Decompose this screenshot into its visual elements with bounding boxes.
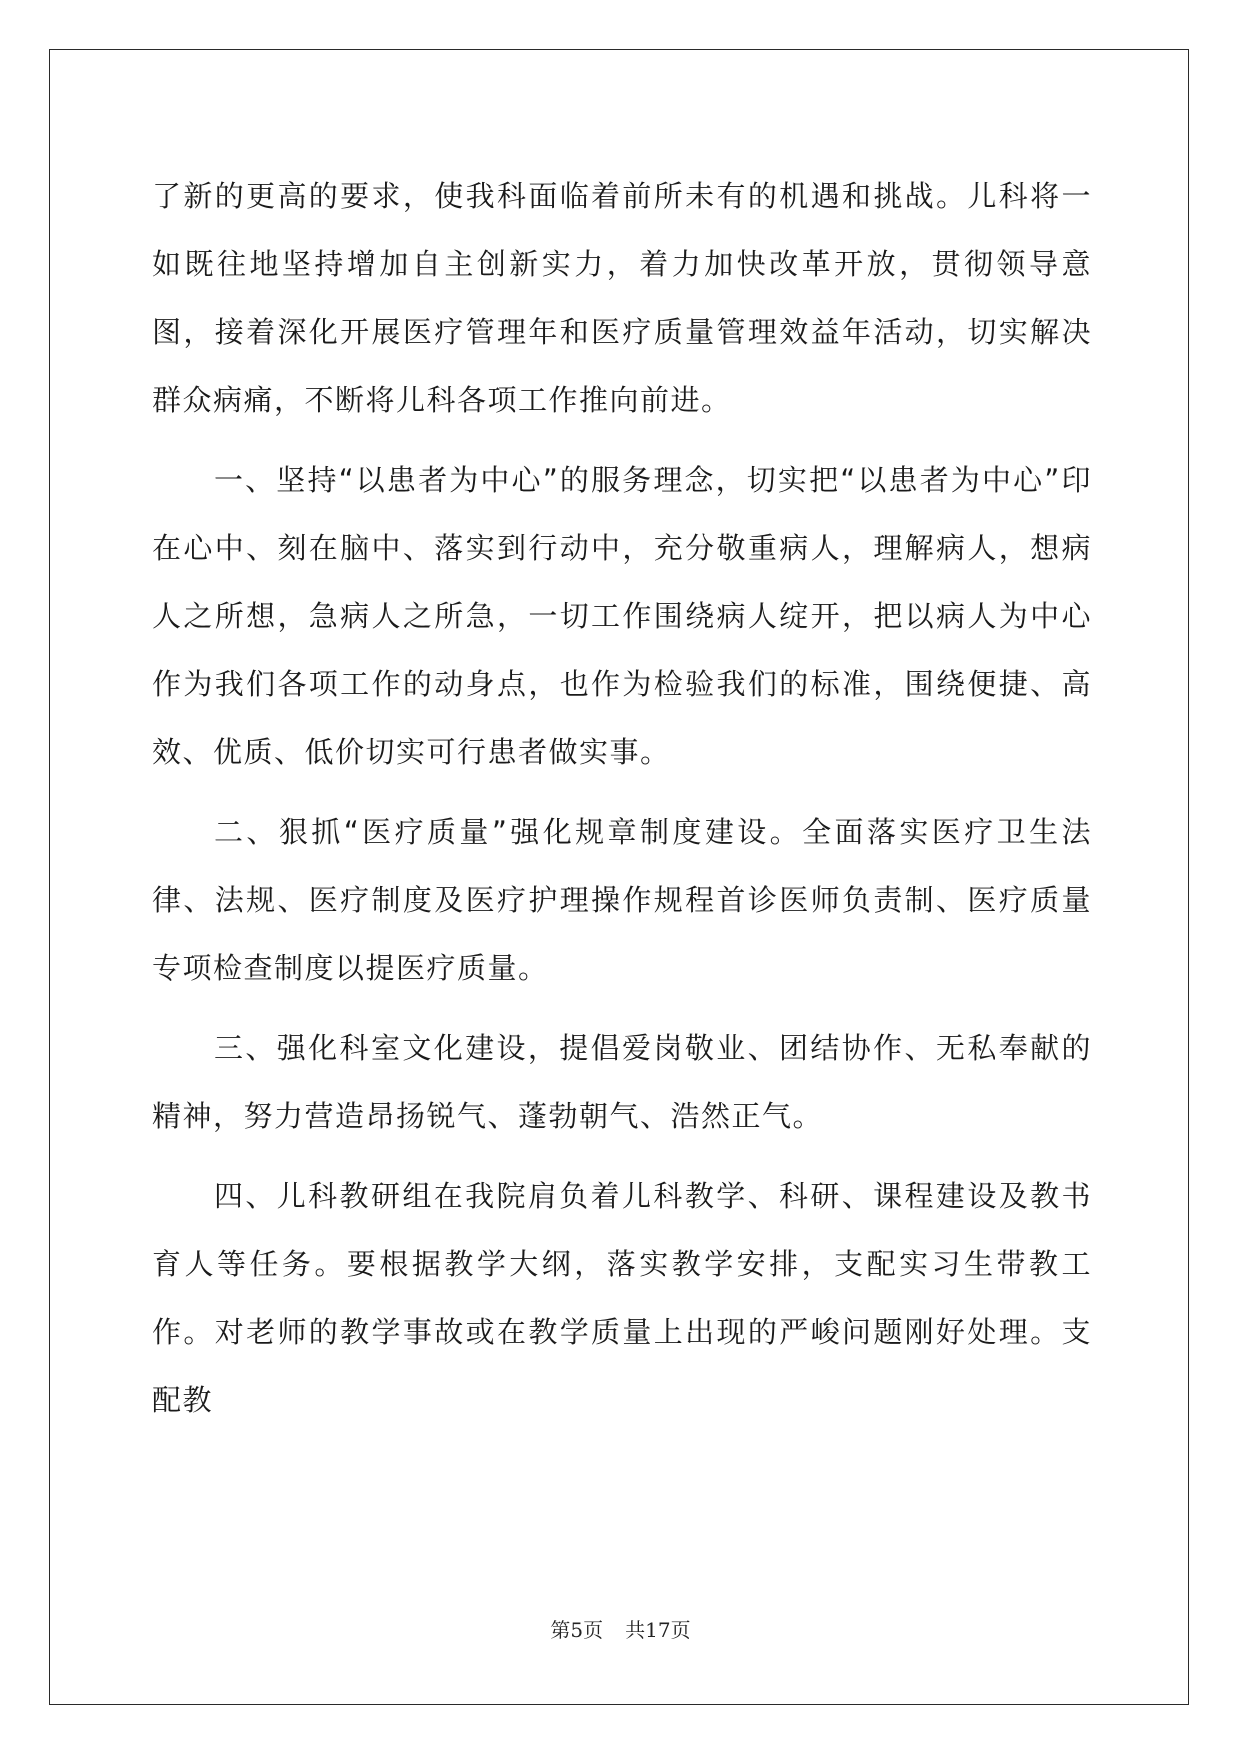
page-total: 共17页 — [625, 1618, 691, 1642]
paragraph-section-two: 二、狠抓“医疗质量”强化规章制度建设。全面落实医疗卫生法律、法规、医疗制度及医疗护理操作规程首诊医师负责制、医疗质量专项检查制度以提医疗质量。 — [152, 815, 1092, 985]
page-number: 第5页 — [550, 1618, 604, 1642]
paragraph-section-four: 四、儿科教研组在我院肩负着儿科教学、科研、课程建设及教书育人等任务。要根据教学大纲，落实教学安排，支配实习生带教工作。对老师的教学事故或在教学质量上出现的严峻问题刚好处理。支配教 — [152, 1179, 1092, 1417]
paragraph-section-one: 一、坚持“以患者为中心”的服务理念，切实把“以患者为中心”印在心中、刻在脑中、落实到行动中，充分敬重病人，理解病人，想病人之所想，急病人之所急，一切工作围绕病人绽开，把以病人为中心作为我们各项工作的动身点，也作为检验我们的标准，围绕便捷、高效、优质、低价切实可行患者做实事。 — [152, 463, 1092, 769]
document-body — [152, 162, 1092, 1446]
paragraph-continuation: 了新的更高的要求，使我科面临着前所未有的机遇和挑战。儿科将一如既往地坚持增加自主创新实力，着力加快改革开放，贯彻领导意图，接着深化开展医疗管理年和医疗质量管理效益年活动，切实解决群众病痛，不断将儿科各项工作推向前进。 — [152, 179, 1092, 417]
page-footer — [0, 1614, 1241, 1643]
paragraph-section-three: 三、强化科室文化建设，提倡爱岗敬业、团结协作、无私奉献的精神，努力营造昂扬锐气、蓬勃朝气、浩然正气。 — [152, 1031, 1092, 1133]
